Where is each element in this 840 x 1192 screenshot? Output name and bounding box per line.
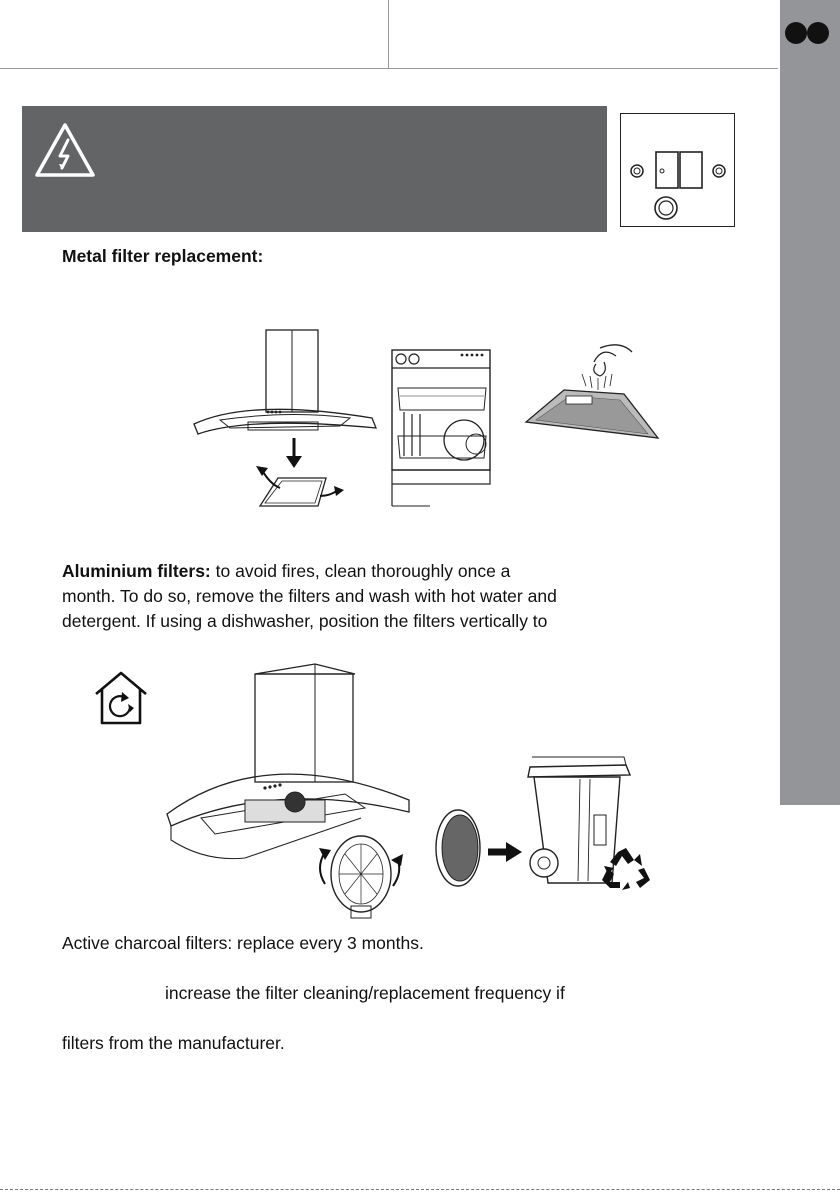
electrical-hazard-icon xyxy=(34,122,96,178)
aluminium-line-1 xyxy=(62,559,510,585)
page-marker-dot xyxy=(785,22,807,44)
page-bottom-edge xyxy=(0,1189,840,1190)
aluminium-line-1-text: to avoid fires, clean thoroughly once a xyxy=(210,561,511,581)
header-rule xyxy=(0,68,778,69)
recycle-icon xyxy=(600,846,652,892)
aluminium-line-2: month. To do so, remove the filters and wash with hot water and xyxy=(62,586,557,606)
charcoal-filter-icon xyxy=(432,808,522,890)
cooker-hood-icon xyxy=(190,328,380,513)
section-side-tab xyxy=(780,0,840,805)
charcoal-line-3: filters from the manufacturer. xyxy=(62,1033,285,1053)
page-marker-dot xyxy=(807,22,829,44)
aluminium-line-3: detergent. If using a dishwasher, position the filters vertically to xyxy=(62,611,548,631)
warning-banner xyxy=(22,106,607,232)
charcoal-line-1: Active charcoal filters: replace every 3 months. xyxy=(62,933,424,953)
wall-socket-switch-icon xyxy=(620,113,735,227)
dishwasher-icon xyxy=(390,348,495,510)
filter-rinse-icon xyxy=(520,338,660,448)
aluminium-label: Aluminium filters: xyxy=(62,561,211,581)
header-separator xyxy=(388,0,389,68)
home-recycle-icon xyxy=(92,670,150,726)
metal-filter-heading: Metal filter replacement: xyxy=(62,246,264,266)
cooker-hood-icon xyxy=(165,662,415,920)
charcoal-line-2: increase the filter cleaning/replacement frequency if xyxy=(165,983,565,1003)
